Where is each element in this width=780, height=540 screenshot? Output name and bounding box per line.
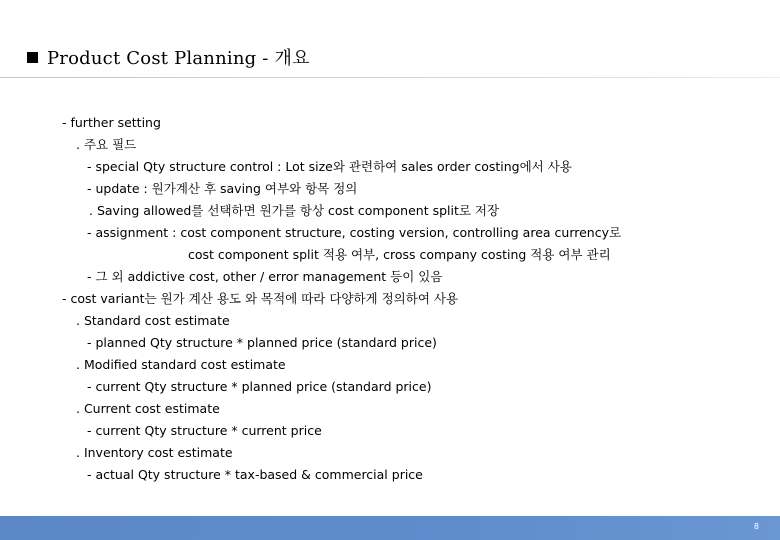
body-line: . Standard cost estimate [76, 313, 230, 328]
page-number: 8 [753, 522, 759, 531]
body-line: - cost variant는 원가 계산 용도 와 목적에 따라 다양하게 정의하여 사용 [62, 291, 459, 306]
body-line: - 그 외 addictive cost, other / error management 등이 있음 [87, 269, 443, 284]
body-line: . Inventory cost estimate [76, 445, 233, 460]
body-line: cost component split 적용 여부, cross company costing 적용 여부 관리 [188, 247, 611, 262]
body-line: - assignment : cost component structure, costing version, controlling area currency로 [87, 225, 622, 240]
body-line: . Modified standard cost estimate [76, 357, 286, 372]
title-row [27, 44, 310, 70]
footer-bar [0, 516, 780, 540]
body-line: - actual Qty structure * tax-based & commercial price [87, 467, 423, 482]
body-line: - current Qty structure * planned price (standard price) [87, 379, 432, 394]
title-divider [0, 77, 780, 78]
body-line: - special Qty structure control : Lot size와 관련하여 sales order costing에서 사용 [87, 159, 572, 174]
body-line: . 주요 필드 [76, 137, 137, 152]
body-line: - planned Qty structure * planned price (standard price) [87, 335, 437, 350]
slide-title: Product Cost Planning - 개요 [47, 48, 310, 69]
body-line: . Saving allowed를 선택하면 원가를 항상 cost component split로 저장 [89, 203, 500, 218]
body-line: - further setting [62, 115, 161, 130]
body-line: - current Qty structure * current price [87, 423, 322, 438]
body-line: - update : 원가계산 후 saving 여부와 항목 정의 [87, 181, 358, 196]
square-bullet-icon [27, 52, 38, 63]
body-line: . Current cost estimate [76, 401, 220, 416]
